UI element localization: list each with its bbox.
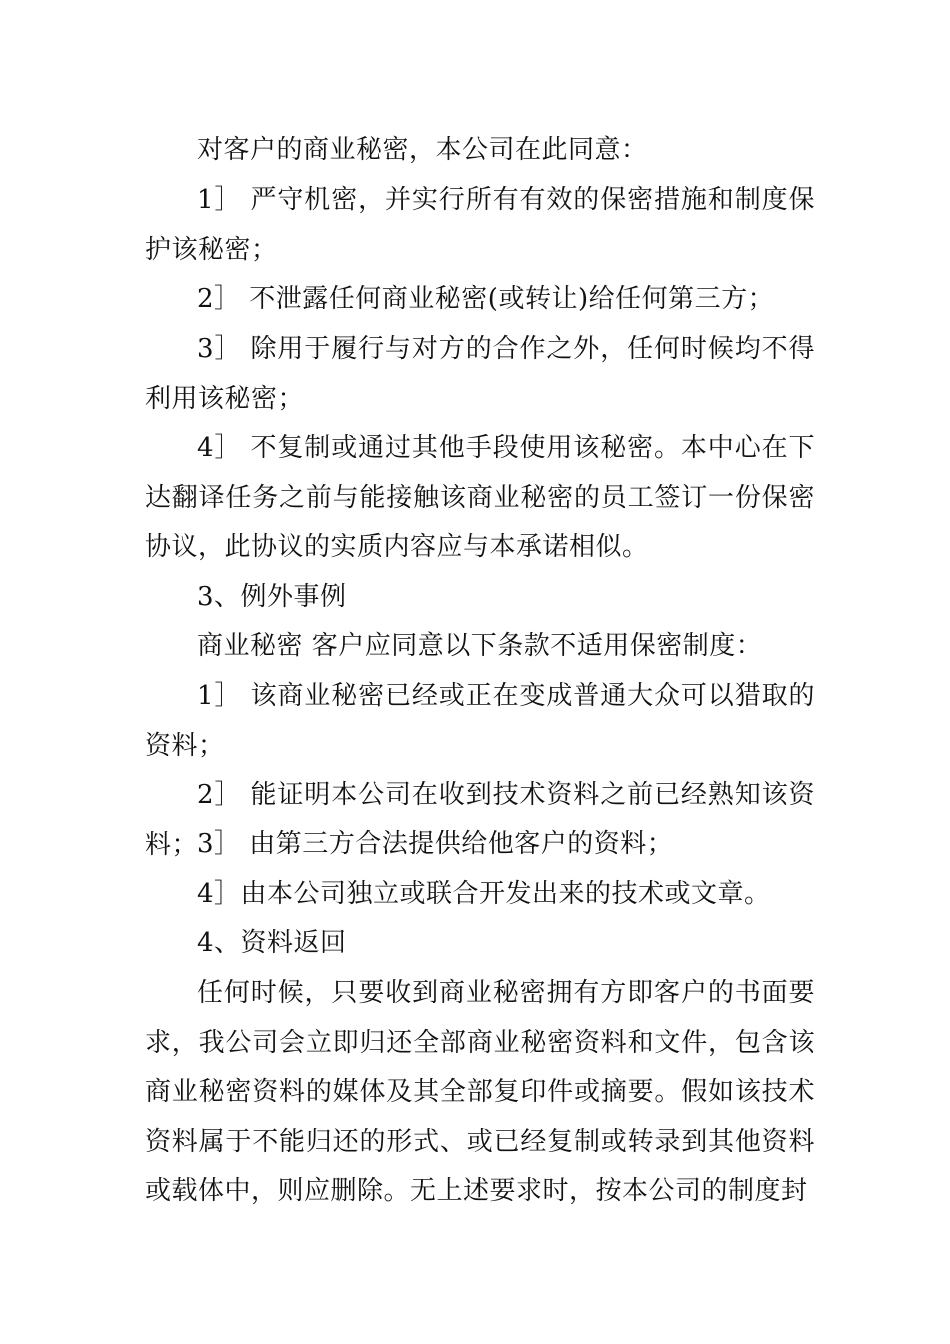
paragraph-item-4: 4］ 不复制或通过其他手段使用该秘密。本中心在下达翻译任务之前与能接触该商业秘密的员工签订一份保密协议，此协议的实质内容应与本承诺相似。	[145, 433, 815, 562]
paragraph-item-3: 3］ 除用于履行与对方的合作之外，任何时候均不得利用该秘密；	[145, 334, 815, 414]
paragraph-item-2: 2］ 不泄露任何商业秘密(或转让)给任何第三方；	[197, 284, 775, 314]
paragraph-exceptions-intro: 商业秘密 客户应同意以下条款不适用保密制度：	[197, 631, 763, 661]
paragraph-exception-4: 4］由本公司独立或联合开发出来的技术或文章。	[197, 879, 771, 909]
paragraph-exception-1: 1］ 该商业秘密已经或正在变成普通大众可以猎取的资料；	[145, 681, 815, 761]
paragraph-exception-2: 2］ 能证明本公司在收到技术资料之前已经熟知该资料；	[145, 780, 815, 860]
paragraph-exception-3: 3］ 由第三方合法提供给他客户的资料；	[197, 829, 674, 859]
section-heading-return: 4、资料返回	[197, 928, 347, 958]
section-heading-exceptions: 3、例外事例	[197, 582, 347, 612]
paragraph-return-body: 任何时候，只要收到商业秘密拥有方即客户的书面要求，我公司会立即归还全部商业秘密资料和文件，包含该商业秘密资料的媒体及其全部复印件或摘要。假如该技术资料属于不能归还的形式、或已经复制或转录到其他资料或载体中，则应删除。无上述要求时，按本公司的制度封	[145, 978, 815, 1206]
paragraph-intro: 对客户的商业秘密，本公司在此同意：	[197, 135, 648, 165]
paragraph-item-1: 1］ 严守机密，并实行所有有效的保密措施和制度保护该秘密；	[145, 185, 815, 265]
